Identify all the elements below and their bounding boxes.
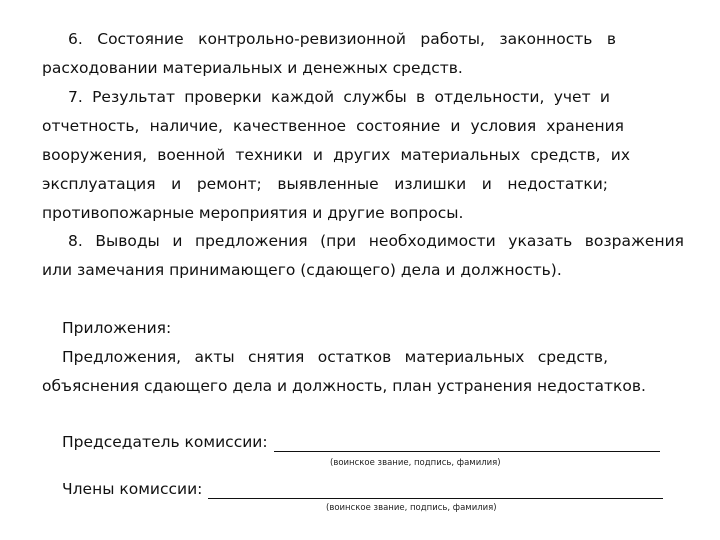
paragraph-7-line-2: отчетность, наличие, качественное состояние и условия хранения [42, 117, 624, 135]
paragraph-7-line-5: противопожарные мероприятия и другие вопросы. [42, 204, 464, 222]
paragraph-7-line-1: 7. Результат проверки каждой службы в отдельности, учет и [68, 88, 610, 106]
paragraph-6-line-2: расходовании материальных и денежных средств. [42, 59, 463, 77]
members-signature-line[interactable] [208, 482, 663, 499]
chairman-label: Председатель комиссии: [62, 433, 268, 451]
chairman-caption: (воинское звание, подпись, фамилия) [330, 458, 501, 468]
members-signature-row [62, 479, 663, 499]
attachments-line-2: объяснения сдающего дела и должность, план устранения недостатков. [42, 377, 646, 395]
chairman-signature-row [62, 432, 660, 452]
chairman-signature-line[interactable] [274, 435, 660, 452]
paragraph-6-line-1: 6. Состояние контрольно-ревизионной работы, законность в [68, 30, 616, 48]
members-caption: (воинское звание, подпись, фамилия) [326, 503, 497, 513]
paragraph-7-line-4: эксплуатация и ремонт; выявленные излишки и недостатки; [42, 175, 608, 193]
paragraph-8-line-2: или замечания принимающего (сдающего) дела и должность). [42, 261, 562, 279]
paragraph-8-line-1: 8. Выводы и предложения (при необходимости указать возражения [68, 232, 684, 250]
attachments-heading: Приложения: [62, 319, 172, 337]
paragraph-7-line-3: вооружения, военной техники и других материальных средств, их [42, 146, 630, 164]
members-label: Члены комиссии: [62, 480, 203, 498]
attachments-line-1: Предложения, акты снятия остатков материальных средств, [62, 348, 608, 366]
